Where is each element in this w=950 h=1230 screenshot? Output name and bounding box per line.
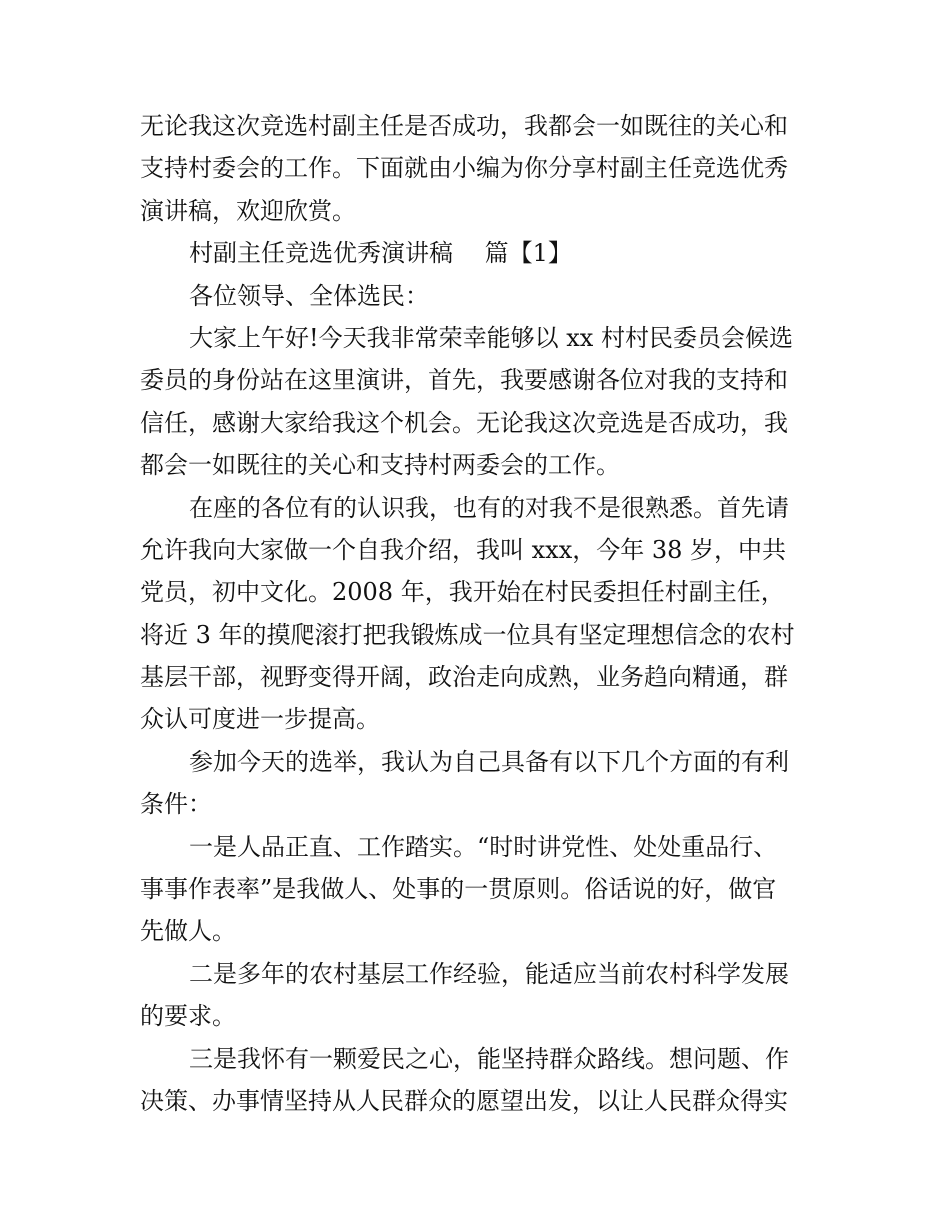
text-line: 三是我怀有一颗爱民之心，能坚持群众路线。想问题、作 [189,1044,789,1073]
text-line: 一是人品正直、工作踏实。“时时讲党性、处处重品行、 [189,832,778,861]
text-line: 各位领导、全体选民： [189,281,429,310]
text-line: 参加今天的选举，我认为自己具备有以下几个方面的有利 [189,747,789,776]
text-line: 演讲稿，欢迎欣赏。 [140,196,356,225]
text-line: 决策、办事情坚持从人民群众的愿望出发，以让人民群众得实 [140,1086,788,1115]
text-line: 在座的各位有的认识我，也有的对我不是很熟悉。首先请 [189,493,789,522]
text-line: 支持村委会的工作。下面就由小编为你分享村副主任竞选优秀 [140,154,788,183]
text-line: 允许我向大家做一个自我介绍，我叫 xxx，今年 38 岁，中共 [140,535,787,564]
text-line: 条件： [140,790,212,819]
text-line: 无论我这次竞选村副主任是否成功，我都会一如既往的关心和 [140,112,788,140]
text-line: 事事作表率”是我做人、处事的一贯原则。俗话说的好，做官 [140,875,777,904]
text-line: 村副主任竞选优秀演讲稿 篇【1】 [189,239,572,268]
text-line: 党员，初中文化。2008 年，我开始在村民委担任村副主任， [140,578,785,607]
text-line: 委员的身份站在这里演讲，首先，我要感谢各位对我的支持和 [140,366,788,395]
text-line: 大家上午好!今天我非常荣幸能够以 xx 村村民委员会候选 [189,323,793,352]
text-line: 将近 3 年的摸爬滚打把我锻炼成一位具有坚定理想信念的农村 [140,620,795,649]
text-line: 基层干部，视野变得开阔，政治走向成熟，业务趋向精通，群 [140,663,788,692]
text-line: 信任，感谢大家给我这个机会。无论我这次竞选是否成功，我 [140,408,788,437]
text-line: 众认可度进一步提高。 [140,705,380,734]
text-line: 先做人。 [140,917,236,946]
text-line: 的要求。 [140,1002,236,1031]
text-line: 二是多年的农村基层工作经验，能适应当前农村科学发展 [189,959,789,988]
text-line: 都会一如既往的关心和支持村两委会的工作。 [140,451,620,480]
document-body [140,105,820,1122]
